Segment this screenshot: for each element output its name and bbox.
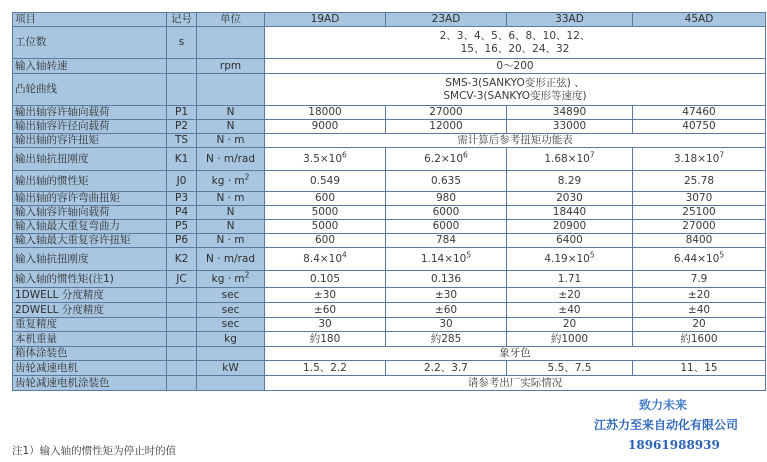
row-value: 980 xyxy=(386,192,507,206)
spec-row xyxy=(13,27,766,59)
row-unit: N · m/rad xyxy=(197,248,265,271)
row-unit xyxy=(197,376,265,391)
row-value: 20 xyxy=(507,318,633,332)
row-value: ±30 xyxy=(386,288,507,303)
row-merged-value: 象牙色 xyxy=(265,347,766,361)
row-value: 約180 xyxy=(265,332,386,347)
row-label: 工位数 xyxy=(13,27,167,59)
spec-row xyxy=(13,206,766,220)
row-value: 7.9 xyxy=(633,271,766,288)
row-unit xyxy=(197,74,265,106)
row-value: 3070 xyxy=(633,192,766,206)
row-value xyxy=(507,248,633,271)
value-base: kg · m xyxy=(211,174,245,187)
row-value: 33000 xyxy=(507,120,633,134)
row-merged-value: 0～200 xyxy=(265,59,766,74)
spec-row xyxy=(13,303,766,318)
row-label: 输入轴最大重复容许扭矩 xyxy=(13,234,167,248)
row-symbol xyxy=(167,361,197,376)
row-unit: N xyxy=(197,120,265,134)
row-label: 1DWELL 分度精度 xyxy=(13,288,167,303)
value-exponent: 7 xyxy=(719,150,725,159)
spec-table xyxy=(12,12,766,391)
spec-row xyxy=(13,332,766,347)
row-value: 0.136 xyxy=(386,271,507,288)
spec-row xyxy=(13,220,766,234)
row-unit: N · m xyxy=(197,192,265,206)
row-value: ±20 xyxy=(507,288,633,303)
row-value xyxy=(633,148,766,171)
row-unit: N xyxy=(197,220,265,234)
header-model-23ad: 23AD xyxy=(386,13,507,27)
row-label: 输出轴抗扭刚度 xyxy=(13,148,167,171)
row-symbol: s xyxy=(167,27,197,59)
row-unit: N xyxy=(197,206,265,220)
spec-row xyxy=(13,248,766,271)
header-model-19ad: 19AD xyxy=(265,13,386,27)
value-exponent: 5 xyxy=(589,250,595,259)
row-unit: sec xyxy=(197,303,265,318)
value-base: 8.4×10 xyxy=(303,252,343,265)
row-label: 输入轴转速 xyxy=(13,59,167,74)
spec-row xyxy=(13,361,766,376)
row-value: 9000 xyxy=(265,120,386,134)
row-symbol xyxy=(167,303,197,318)
spec-row xyxy=(13,318,766,332)
row-label: 输出轴的惯性矩 xyxy=(13,171,167,192)
row-value: 18440 xyxy=(507,206,633,220)
row-symbol: P2 xyxy=(167,120,197,134)
watermark-company: 江苏力至来自动化有限公司 xyxy=(594,418,739,432)
row-unit: N xyxy=(197,106,265,120)
header-symbol: 记号 xyxy=(167,13,197,27)
row-value: ±40 xyxy=(633,303,766,318)
row-symbol xyxy=(167,376,197,391)
row-label: 输入轴抗扭刚度 xyxy=(13,248,167,271)
spec-row xyxy=(13,347,766,361)
row-value: 784 xyxy=(386,234,507,248)
row-value: 18000 xyxy=(265,106,386,120)
row-value: 8400 xyxy=(633,234,766,248)
row-value xyxy=(507,148,633,171)
row-label: 齿轮减速电机涂装色 xyxy=(13,376,167,391)
value-exponent: 2 xyxy=(244,270,250,279)
row-symbol: P6 xyxy=(167,234,197,248)
row-unit: N · m xyxy=(197,134,265,148)
value-exponent: 4 xyxy=(342,250,347,259)
value-base: 6.44×10 xyxy=(673,252,720,265)
value-exponent: 6 xyxy=(342,150,347,159)
row-value: 0.105 xyxy=(265,271,386,288)
spec-row xyxy=(13,59,766,74)
row-label: 输入轴的惯性矩(注1) xyxy=(13,271,167,288)
row-value: 5.5、7.5 xyxy=(507,361,633,376)
row-label: 2DWELL 分度精度 xyxy=(13,303,167,318)
header-model-45ad: 45AD xyxy=(633,13,766,27)
row-value: ±60 xyxy=(386,303,507,318)
value-exponent: 6 xyxy=(463,150,468,159)
spec-row xyxy=(13,148,766,171)
spec-row xyxy=(13,288,766,303)
spec-row xyxy=(13,271,766,288)
row-symbol: J0 xyxy=(167,171,197,192)
row-value: 1.5、2.2 xyxy=(265,361,386,376)
row-value: 600 xyxy=(265,192,386,206)
row-symbol: P3 xyxy=(167,192,197,206)
spec-row xyxy=(13,192,766,206)
row-symbol: P1 xyxy=(167,106,197,120)
row-unit: sec xyxy=(197,318,265,332)
row-unit: kW xyxy=(197,361,265,376)
row-merged-value: 需计算后参考扭矩功能表 xyxy=(265,134,766,148)
row-label: 本机重量 xyxy=(13,332,167,347)
row-unit: N · m/rad xyxy=(197,148,265,171)
row-unit xyxy=(197,271,265,288)
row-value: 12000 xyxy=(386,120,507,134)
row-unit xyxy=(197,171,265,192)
header-unit: 单位 xyxy=(197,13,265,27)
row-symbol: TS xyxy=(167,134,197,148)
row-unit xyxy=(197,347,265,361)
row-value: 5000 xyxy=(265,220,386,234)
row-value: 600 xyxy=(265,234,386,248)
value-base: 4.19×10 xyxy=(544,252,590,265)
row-symbol xyxy=(167,288,197,303)
row-value: 0.635 xyxy=(386,171,507,192)
row-value: 約285 xyxy=(386,332,507,347)
row-symbol xyxy=(167,59,197,74)
row-label: 凸轮曲线 xyxy=(13,74,167,106)
watermark-slogan: 致力未来 xyxy=(639,398,688,412)
spec-row xyxy=(13,106,766,120)
row-value: 11、15 xyxy=(633,361,766,376)
row-symbol: K1 xyxy=(167,148,197,171)
row-label: 输出轴容许轴向载荷 xyxy=(13,106,167,120)
value-base: kg · m xyxy=(211,272,245,285)
row-value: 27000 xyxy=(386,106,507,120)
header-model-33ad: 33AD xyxy=(507,13,633,27)
value-base: 1.14×10 xyxy=(420,252,467,265)
row-symbol: K2 xyxy=(167,248,197,271)
row-value: ±30 xyxy=(265,288,386,303)
row-merged-value: 2、3、4、5、6、8、10、12、 15、16、20、24、32 xyxy=(265,27,766,59)
watermark-phone: 18961988939 xyxy=(628,438,720,452)
row-value: 6000 xyxy=(386,206,507,220)
row-label: 输出轴的容许弯曲扭矩 xyxy=(13,192,167,206)
row-unit: sec xyxy=(197,288,265,303)
row-value: ±40 xyxy=(507,303,633,318)
spec-row xyxy=(13,134,766,148)
row-value: 6400 xyxy=(507,234,633,248)
value-base: 6.2×10 xyxy=(424,152,464,165)
row-value: ±20 xyxy=(633,288,766,303)
row-value xyxy=(265,248,386,271)
row-value: 30 xyxy=(386,318,507,332)
row-label: 箱体涂装色 xyxy=(13,347,167,361)
row-value: 47460 xyxy=(633,106,766,120)
spec-row xyxy=(13,74,766,106)
header-row xyxy=(13,13,766,27)
row-symbol xyxy=(167,347,197,361)
spec-row xyxy=(13,234,766,248)
row-symbol xyxy=(167,332,197,347)
row-value: 2030 xyxy=(507,192,633,206)
row-unit xyxy=(197,27,265,59)
row-value: 約1000 xyxy=(507,332,633,347)
header-item: 项目 xyxy=(13,13,167,27)
row-symbol: P4 xyxy=(167,206,197,220)
row-value xyxy=(386,148,507,171)
row-value: 30 xyxy=(265,318,386,332)
row-value: 40750 xyxy=(633,120,766,134)
row-value: 27000 xyxy=(633,220,766,234)
spec-row xyxy=(13,120,766,134)
value-base: 3.18×10 xyxy=(673,152,720,165)
row-value: 0.549 xyxy=(265,171,386,192)
row-value: 25.78 xyxy=(633,171,766,192)
row-label: 输出轴容许径向载荷 xyxy=(13,120,167,134)
row-value: 6000 xyxy=(386,220,507,234)
row-value xyxy=(386,248,507,271)
row-value: 5000 xyxy=(265,206,386,220)
value-base: 3.5×10 xyxy=(303,152,343,165)
row-value: 2.2、3.7 xyxy=(386,361,507,376)
row-value: 25100 xyxy=(633,206,766,220)
value-exponent: 2 xyxy=(244,172,250,181)
value-exponent: 5 xyxy=(466,250,472,259)
spec-row xyxy=(13,376,766,391)
row-label: 齿轮减速电机 xyxy=(13,361,167,376)
value-exponent: 7 xyxy=(589,150,595,159)
row-value xyxy=(633,248,766,271)
row-label: 输出轴的容许扭矩 xyxy=(13,134,167,148)
row-symbol xyxy=(167,318,197,332)
row-symbol: JC xyxy=(167,271,197,288)
row-unit: kg xyxy=(197,332,265,347)
row-value: ±60 xyxy=(265,303,386,318)
value-exponent: 5 xyxy=(719,250,725,259)
spec-row xyxy=(13,171,766,192)
row-merged-value: 请参考出厂实际情况 xyxy=(265,376,766,391)
row-unit: rpm xyxy=(197,59,265,74)
footnote: 注1）输入轴的惯性矩为停止时的值 xyxy=(12,445,177,457)
row-value: 1.71 xyxy=(507,271,633,288)
row-value: 約1600 xyxy=(633,332,766,347)
value-base: 1.68×10 xyxy=(544,152,590,165)
row-symbol xyxy=(167,74,197,106)
row-symbol: P5 xyxy=(167,220,197,234)
row-merged-value: SMS-3(SANKYO变形正弦) 、 SMCV-3(SANKYO变形等速度) xyxy=(265,74,766,106)
row-label: 输入轴最大重复弯曲力 xyxy=(13,220,167,234)
row-value: 20900 xyxy=(507,220,633,234)
row-value: 34890 xyxy=(507,106,633,120)
row-value xyxy=(265,148,386,171)
row-unit: N · m xyxy=(197,234,265,248)
row-label: 重复精度 xyxy=(13,318,167,332)
row-value: 20 xyxy=(633,318,766,332)
row-value: 8.29 xyxy=(507,171,633,192)
row-label: 输入轴容许轴向载荷 xyxy=(13,206,167,220)
